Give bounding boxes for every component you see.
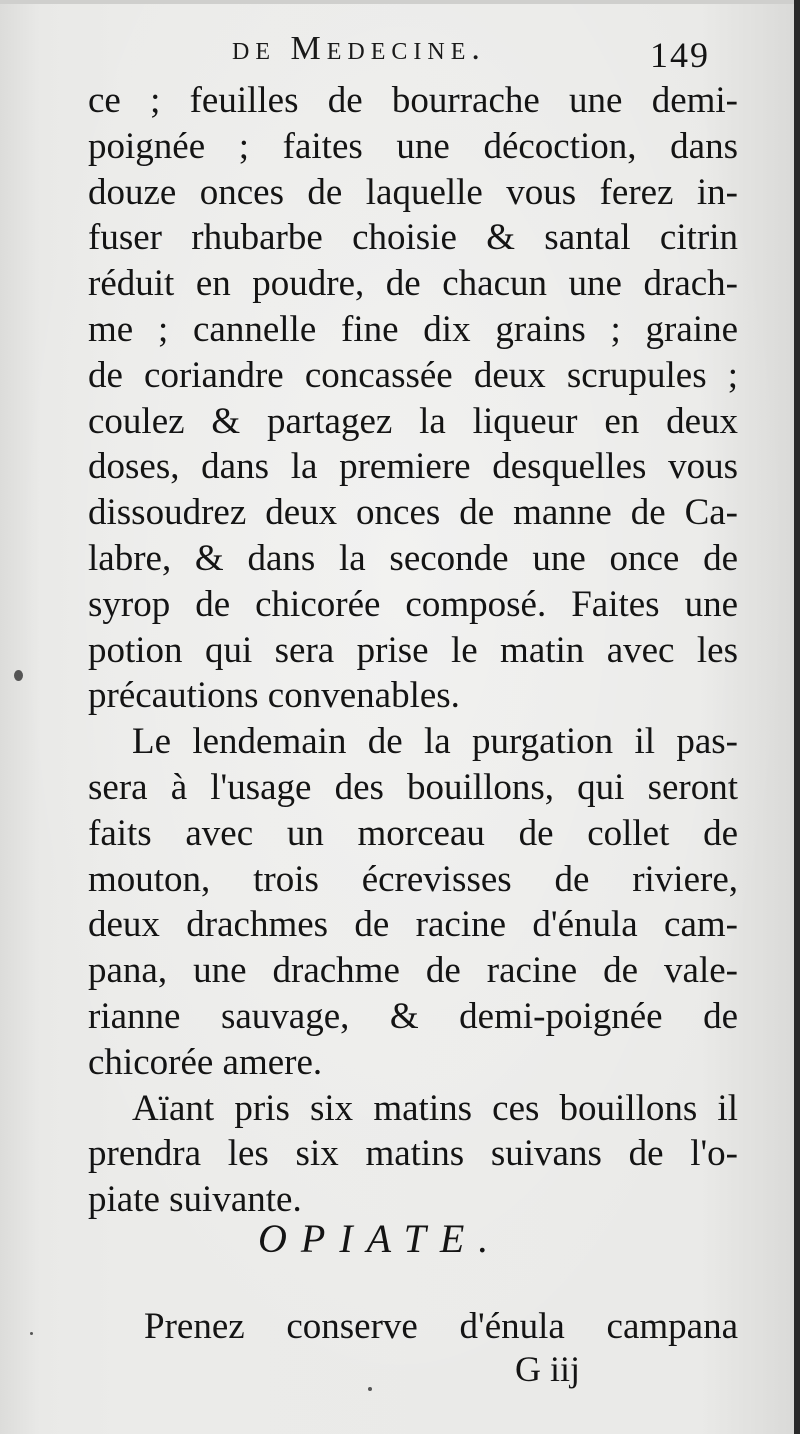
text-line: me ; cannelle fine dix grains ; graine [88, 308, 738, 350]
text-line: doses, dans la premiere desquelles vous [88, 446, 738, 488]
page-top-edge [0, 0, 800, 4]
text-line: pana, une drachme de racine de vale- [88, 950, 738, 992]
text-line: poignée ; faites une décoction, dans [88, 125, 738, 167]
text-line: mouton, trois écrevisses de riviere, [88, 858, 738, 900]
signature-mark: G iij [515, 1349, 581, 1389]
text-line: Aïant pris six matins ces bouillons il [132, 1087, 738, 1129]
text-line: rianne sauvage, & demi-poignée de [88, 995, 738, 1037]
text-line: potion qui sera prise le matin avec les [88, 629, 738, 671]
ink-speck [14, 670, 23, 681]
text-line: faits avec un morceau de collet de [88, 812, 738, 854]
text-line: de coriandre concassée deux scrupules ; [88, 354, 738, 396]
text-line: labre, & dans la seconde une once de [88, 537, 738, 579]
text-line: coulez & partagez la liqueur en deux [88, 400, 738, 442]
text-line: douze onces de laquelle vous ferez in- [88, 171, 738, 213]
section-title: OPIATE. [258, 1216, 503, 1261]
text-line: prendra les six matins suivans de l'o- [88, 1133, 738, 1175]
body-text [88, 78, 738, 1223]
text-line: syrop de chicorée composé. Faites une [88, 583, 738, 625]
text-line: Le lendemain de la purgation il pas- [132, 721, 738, 763]
text-line: dissoudrez deux onces de manne de Ca- [88, 492, 738, 534]
text-line: réduit en poudre, de chacun une drach- [88, 263, 738, 305]
ink-speck [368, 1387, 372, 1391]
text-line: deux drachmes de racine d'énula cam- [88, 904, 738, 946]
text-line: ce ; feuilles de bourrache une demi- [88, 80, 738, 121]
page-right-edge [794, 0, 800, 1434]
text-line: fuser rhubarbe choisie & santal citrin [88, 217, 738, 259]
prescription-first-line: Prenez conserve d'énula campana [144, 1306, 738, 1347]
text-line: piate suivante. [88, 1179, 302, 1221]
text-line: sera à l'usage des bouillons, qui seront [88, 766, 738, 808]
ink-speck [30, 1332, 33, 1335]
running-head: de Medecine. [232, 30, 486, 67]
text-line: chicorée amere. [88, 1041, 323, 1083]
page-number: 149 [650, 35, 710, 75]
text-line: précautions convenables. [88, 675, 460, 717]
